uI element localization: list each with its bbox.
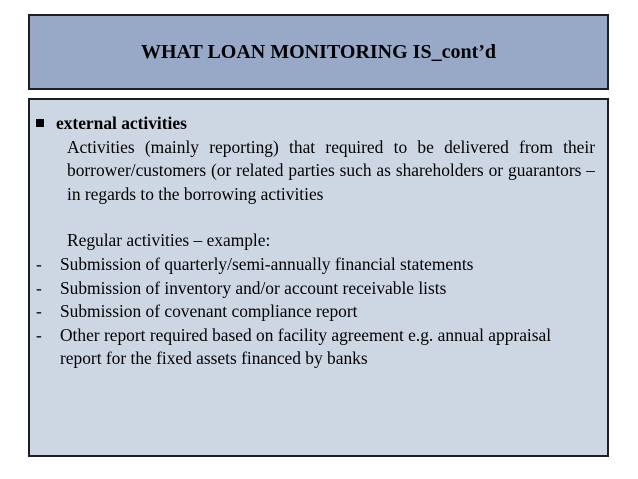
list-item-text: Submission of inventory and/or account receivable lists [60,277,447,298]
list-item [36,277,595,301]
title-box [28,14,609,90]
examples-intro: Regular activities – example: [67,230,271,251]
dash-marker: - [36,324,42,345]
bullet-description: Activities (mainly reporting) that required to be delivered from their borrower/customers (or related parties such as shareholders or guarantors – in regards to the borrowing activities [67,136,595,204]
paragraph-gap [36,206,595,229]
dash-marker: - [36,277,42,298]
content-box [28,98,609,457]
examples-list [36,253,595,371]
dash-marker: - [36,301,42,322]
dash-marker: - [36,253,42,274]
list-item-text: Submission of covenant compliance report [60,301,358,322]
slide-title: WHAT LOAN MONITORING IS_cont’d [140,40,497,63]
list-item [36,253,595,277]
bullet-heading: external activities [56,113,187,133]
bullet-heading-row [36,112,595,136]
list-item-text: Submission of quarterly/semi-annually financial statements [60,253,474,274]
list-item [36,324,595,371]
square-bullet-icon [36,119,44,127]
list-item-text: Other report required based on facility agreement e.g. annual appraisal report for the fixed assets financed by banks [60,324,552,369]
list-item [36,300,595,324]
